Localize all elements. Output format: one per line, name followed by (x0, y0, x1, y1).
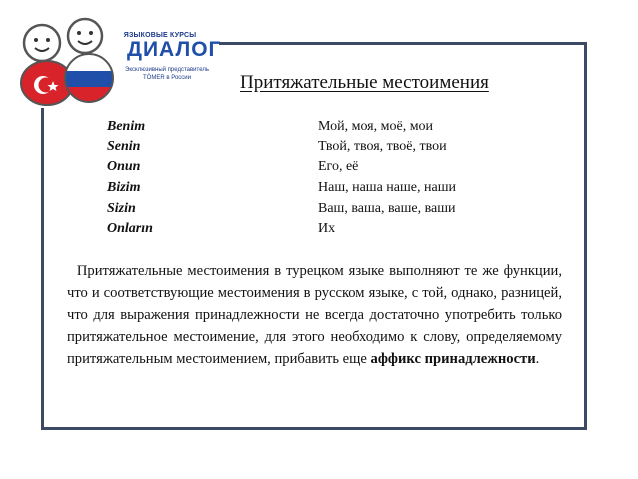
logo-tagline: ЯЗЫКОВЫЕ КУРСЫ (123, 32, 197, 39)
pronoun-turkish: Onun (107, 159, 141, 174)
paragraph-end: . (535, 351, 540, 367)
logo-subtitle-2: TÖMER в России (143, 75, 191, 81)
pronoun-turkish: Sizin (107, 201, 136, 216)
logo-name: ДИАЛОГ (127, 38, 222, 61)
pronoun-russian: Наш, наша наше, наши (318, 180, 456, 195)
pronoun-russian: Их (318, 221, 336, 236)
logo-subtitle: Эксклюзивный представитель (125, 67, 209, 73)
pronoun-turkish: Benim (107, 119, 146, 134)
pronoun-russian: Мой, моя, моё, мои (318, 119, 434, 134)
pronoun-turkish: Bizim (107, 180, 141, 195)
paragraph-text: Притяжательные местоимения в турецком языке выполняют те же функции, что и соответствующие местоимения в русском языке, с той, однако, разницей, что для выражения принадлежности не всегда достаточно употребить только притяжательное местоимение, для этого необходимо к слову, определяемому притяжательным местоимением, прибавить еще (67, 263, 566, 367)
explanation-paragraph (67, 260, 566, 370)
logo (9, 8, 222, 108)
pronoun-row (107, 219, 547, 239)
paragraph-bold-term: аффикс принадлежности (370, 351, 536, 367)
pronoun-russian: Ваш, ваша, ваше, ваши (318, 201, 456, 216)
page-title: Притяжательные местоимения (240, 72, 489, 93)
pronoun-russian: Его, её (318, 159, 359, 174)
pronoun-turkish: Senin (107, 139, 141, 154)
pronoun-row (107, 117, 547, 137)
pronoun-row (107, 199, 547, 219)
pronoun-turkish: Onların (107, 221, 153, 236)
pronoun-row (107, 178, 547, 198)
pronoun-row (107, 157, 547, 177)
pronoun-row (107, 137, 547, 157)
pronoun-russian: Твой, твоя, твоё, твои (318, 139, 447, 154)
